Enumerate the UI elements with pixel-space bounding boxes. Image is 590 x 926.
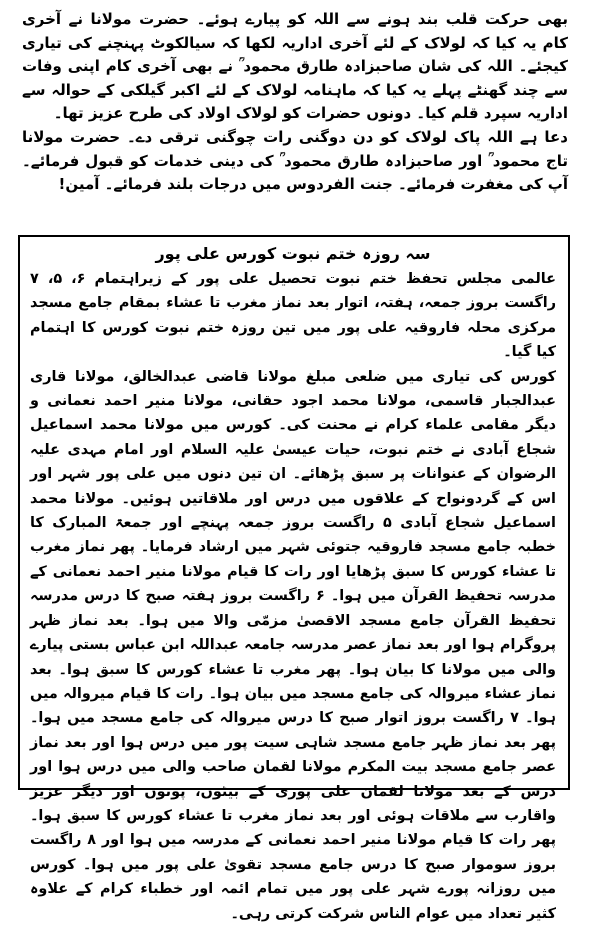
news-paragraph-2: کورس کی تیاری میں ضلعی مبلغ مولانا قاضی عبدالخالق، مولانا قاری عبدالجبار قاسمی، مولانا محمد اجود حقانی، مولانا منیر احمد نعمانی و دیگر مقامی علماء کرام نے محنت کی۔ کورس میں مولانا محمد اسماعیل شجاع آبادی نے ختم نبوت، حیات عیسیٰ علیہ السلام اور امام مہدی علیہ الرضوان کے عنوانات پر سبق پڑھائے۔ ان تین دنوں میں علی پور شہر اور اس کے گردونواح کے علاقوں میں درس اور ملاقاتیں ہوئیں۔ مولانا محمد اسماعیل شجاع آبادی ۵ راگست بروز جمعہ پہنچے اور جمعۃ المبارک کا خطبہ جامع مسجد فاروقیہ جتوئی شہر میں ارشاد فرمایا۔ پھر نماز مغرب تا عشاء کورس کا سبق پڑھایا اور رات کا قیام مولانا منیر احمد نعمانی کے مدرسہ تحفیظ القرآن میں ہوا۔ ۶ راگست بروز ہفتہ صبح کا درس مدرسہ تحفیظ القرآن جامع مسجد الاقصیٰ مزمّی والا میں ہوا۔ بعد نماز ظہر پروگرام ہوا اور بعد نماز عصر مدرسہ جامعہ عبداللہ ابن عباس بستی پیارے والی میں مولانا کا بیان ہوا۔ پھر مغرب تا عشاء کورس کا سبق ہوا۔ بعد نماز عشاء میروالہ کی جامع مسجد میں بیان ہوا۔ رات کا قیام میروالہ میں ہوا۔ ۷ راگست بروز اتوار صبح کا درس میروالہ کی جامع مسجد میں ہوا۔ پھر بعد نماز ظہر جامع مسجد شاہی سیت پور میں درس ہوا اور بعد نماز عصر جامع مسجد بیت المکرم مولانا لقمان صاحب والی میں درس ہوا اور درس کے بعد مولانا لقمان علی پوری کے بیٹوں، پوتوں اور دیگر عزیز واقارب سے ملاقات ہوئی اور بعد نماز مغرب تا عشاء کورس کا سبق ہوا۔ پھر رات کا قیام مولانا منیر احمد نعمانی کے مدرسہ میں ہوا اور ۸ راگست بروز سوموار صبح کا درس جامع مسجد تقویٰ علی پور میں ہوا۔ کورس میں روزانہ پورے شہر علی پور میں تمام ائمہ اور خطباء کرام کے علاوہ کثیر تعداد میں عوام الناس شرکت کرتی رہی۔ [30,368,556,922]
closing-paragraph-2: دعا ہے اللہ پاک لولاک کو دن دوگنی رات چوگنی ترقی دے۔ حضرت مولانا تاج محمود ؒ اور صاحبزادہ طارق محمود ؒ کی دینی خدمات کو قبول فرمائے۔ آپ کی مغفرت فرمائے۔ جنت الفردوس میں درجات بلند فرمائے۔ آمین! [22,127,568,194]
preceding-article-end [22,8,568,197]
closing-paragraph-1: بھی حرکت قلب بند ہونے سے اللہ کو پیارے ہوئے۔ حضرت مولانا نے آخری کام یہ کیا کہ لولاک کے لئے آخری اداریہ لکھا کہ سیالکوٹ پہنچنے کی تیاری کیجئے۔ اللہ کی شان صاحبزادہ طارق محمود ؒ نے بھی آخری کام اپنی وفات سے چند گھنٹے پہلے یہ کیا کہ ماہنامہ لولاک کے لئے اکبر گیلکی کے حوالہ سے اداریہ سپرد قلم کیا۔ دونوں حضرات کو لولاک اولاد کی طرح عزیز تھا۔ [22,10,568,123]
news-title: سہ روزہ ختم نبوت کورس علی پور [155,244,431,263]
news-box [18,235,570,922]
news-paragraph-1: عالمی مجلس تحفظ ختم نبوت تحصیل علی پور کے زیراہتمام ۶، ۵، ۷ راگست بروز جمعہ، ہفتہ، اتوار بعد نماز مغرب تا عشاء بمقام جامع مسجد مرکزی محلہ فاروقیہ علی پور میں تین روزہ ختم نبوت کورس کا اہتمام کیا گیا۔ [30,271,556,361]
